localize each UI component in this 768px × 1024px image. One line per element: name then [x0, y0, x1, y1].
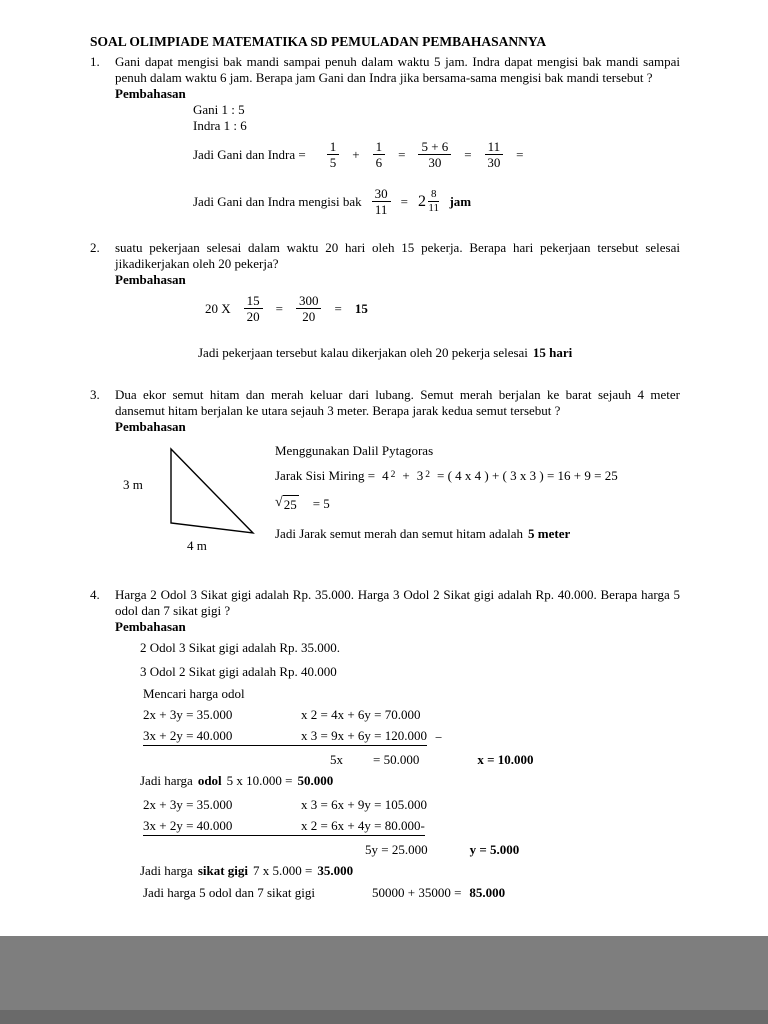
- power-4-squared: 4 $^2$: [382, 468, 396, 483]
- problem-1: [90, 54, 680, 216]
- equals-sign: =: [516, 146, 524, 162]
- p4-sikat-conclusion: Jadi harga sikat gigi 7 x 5.000 = 35.000: [140, 863, 354, 878]
- p4-sikat-result: 35.000: [317, 863, 354, 878]
- problem-3-question: Dua ekor semut hitam dan merah keluar dari lubang. Semut merah berjalan ke barat sejauh 4 meter dansemut hitam berjalan ke utara sejauh 3 meter. Berapa jarak kedua semut tersebut ?: [115, 387, 680, 418]
- p4-given-1: 2 Odol 3 Sikat gigi adalah Rp. 35.000.: [140, 640, 341, 655]
- p4-total-result: 85.000: [469, 885, 506, 900]
- fraction-1-6: $\frac{1}{6}$: [373, 140, 386, 169]
- p3-sqrt-result: = 5: [312, 496, 330, 511]
- minus-sign: −: [435, 730, 443, 745]
- fraction-30-11: $\frac{30}{11}$: [372, 187, 391, 216]
- triangle-figure: [115, 443, 275, 555]
- equals-sign: =: [334, 300, 342, 316]
- problem-2-pembahasan-heading: Pembahasan: [115, 272, 186, 287]
- p4-underlined-row-2: 3x + 2y = 40.000 x 2 = 6x + 4y = 80.000-: [143, 818, 425, 836]
- p2-calculation: [205, 294, 680, 323]
- p4-odol-result: 50.000: [297, 773, 334, 788]
- p1-calc-label: Jadi Gani dan Indra =: [193, 146, 306, 162]
- problem-4-number: 4.: [90, 587, 100, 602]
- fraction-1-5: $\frac{1}{5}$: [327, 140, 340, 169]
- p3-conclusion: Jadi Jarak semut merah dan semut hitam adalah 5 meter: [275, 526, 571, 541]
- viewer-background-dark: [0, 1010, 768, 1024]
- problem-2-number: 2.: [90, 240, 100, 255]
- p4-odol-conclusion: Jadi harga odol 5 x 10.000 = 50.000: [140, 773, 334, 788]
- p4-sikat-word: sikat gigi: [197, 863, 249, 878]
- p1-ratio-gani: Gani 1 : 5: [193, 102, 245, 117]
- problem-2-question: suatu pekerjaan selesai dalam waktu 20 hari oleh 15 pekerja. Berapa hari pekerjaan tersebut selesai jikadikerjakan oleh 20 pekerja?: [115, 240, 680, 271]
- fraction-5plus6-30: $\frac{5 + 6}{30}$: [418, 140, 451, 169]
- plus-operator: +: [402, 468, 410, 483]
- problem-1-number: 1.: [90, 54, 100, 69]
- p3-expansion: = ( 4 x 4 ) + ( 3 x 3 ) = 16 + 9 = 25: [436, 468, 618, 483]
- p3-pythagoras-equation: [275, 468, 680, 484]
- p1-ratio-indra: Indra 1 : 6: [193, 118, 247, 133]
- doc-title: SOAL OLIMPIADE MATEMATIKA SD PEMULADAN PEMBAHASANNYA: [90, 34, 547, 49]
- p4-odol-word: odol: [197, 773, 222, 788]
- p1-unit: jam: [449, 193, 472, 209]
- power-3-squared: 3 $^2$: [416, 468, 430, 483]
- p3-sqrt-line: [275, 495, 680, 513]
- p4-eq-row4: 2x + 3y = 35.000 x 3 = 6x + 9y = 105.000: [143, 797, 427, 812]
- mixed-number-2-8-11: 2 $\frac{8}{11}$: [417, 188, 439, 214]
- p4-x-result: x = 10.000: [477, 752, 534, 767]
- triangle-base-label: 4 m: [187, 538, 207, 553]
- equals-sign: =: [464, 146, 472, 162]
- problem-3-pembahasan-heading: Pembahasan: [115, 419, 186, 434]
- problem-4: [90, 587, 680, 901]
- problem-1-pembahasan-heading: Pembahasan: [115, 86, 186, 101]
- p4-find-odol: Mencari harga odol: [143, 686, 245, 701]
- p4-underlined-row: 3x + 2y = 40.000 x 3 = 9x + 6y = 120.000: [143, 728, 427, 746]
- equals-sign: =: [400, 193, 408, 209]
- p4-given-2: 3 Odol 2 Sikat gigi adalah Rp. 40.000: [140, 664, 337, 679]
- p1-calculation: [193, 140, 680, 169]
- p4-eq-row3: 5x = 50.000 x = 10.000: [330, 752, 534, 767]
- p4-eq-row6: 5y = 25.000 y = 5.000: [365, 842, 520, 857]
- p2-calc-prefix: 20 X: [205, 300, 231, 316]
- p4-y-result: y = 5.000: [469, 842, 520, 857]
- p4-eq-row2: [143, 728, 680, 746]
- p3-conclusion-bold: 5 meter: [528, 526, 571, 541]
- p1-result-label: Jadi Gani dan Indra mengisi bak: [193, 193, 362, 209]
- p2-conclusion-bold: 15 hari: [532, 345, 573, 360]
- p2-result-value: 15: [354, 300, 368, 316]
- right-triangle-drawing: [165, 447, 261, 539]
- p1-result-line: [193, 187, 680, 216]
- problem-1-question: Gani dapat mengisi bak mandi sampai penuh dalam waktu 5 jam. Indra dapat mengisi bak mandi sampai penuh dalam waktu 6 jam. Berapa jam Gani dan Indra jika bersama-sama mengisi bak mandi tersebut ?: [115, 54, 680, 85]
- square-root-25: √ 25: [275, 495, 297, 512]
- p4-eq-row5: [143, 818, 680, 836]
- p3-method: Menggunakan Dalil Pytagoras: [275, 443, 434, 458]
- p4-total-line: Jadi harga 5 odol dan 7 sikat gigi 50000 + 35000 = 85.000: [143, 885, 506, 900]
- problem-3-number: 3.: [90, 387, 100, 402]
- fraction-15-20: $\frac{15}{20}$: [244, 294, 263, 323]
- triangle-side-label: 3 m: [123, 477, 143, 492]
- equals-sign: =: [398, 146, 406, 162]
- p2-conclusion: Jadi pekerjaan tersebut kalau dikerjakan oleh 20 pekerja selesai 15 hari: [198, 345, 573, 360]
- problem-4-pembahasan-heading: Pembahasan: [115, 619, 186, 634]
- problem-2: [90, 240, 680, 361]
- p3-miring-label: Jarak Sisi Miring =: [275, 468, 376, 483]
- equals-sign: =: [275, 300, 283, 316]
- problem-4-question: Harga 2 Odol 3 Sikat gigi adalah Rp. 35.000. Harga 3 Odol 2 Sikat gigi adalah Rp. 40.000. Berapa harga 5 odol dan 7 sikat gigi ?: [115, 587, 680, 618]
- problem-3: [90, 387, 680, 555]
- plus-operator: +: [352, 146, 360, 162]
- fraction-300-20: $\frac{300}{20}$: [296, 294, 322, 323]
- fraction-11-30: $\frac{11}{30}$: [485, 140, 504, 169]
- p4-eq-row1: 2x + 3y = 35.000 x 2 = 4x + 6y = 70.000: [143, 707, 421, 722]
- viewer-background: [0, 936, 768, 1010]
